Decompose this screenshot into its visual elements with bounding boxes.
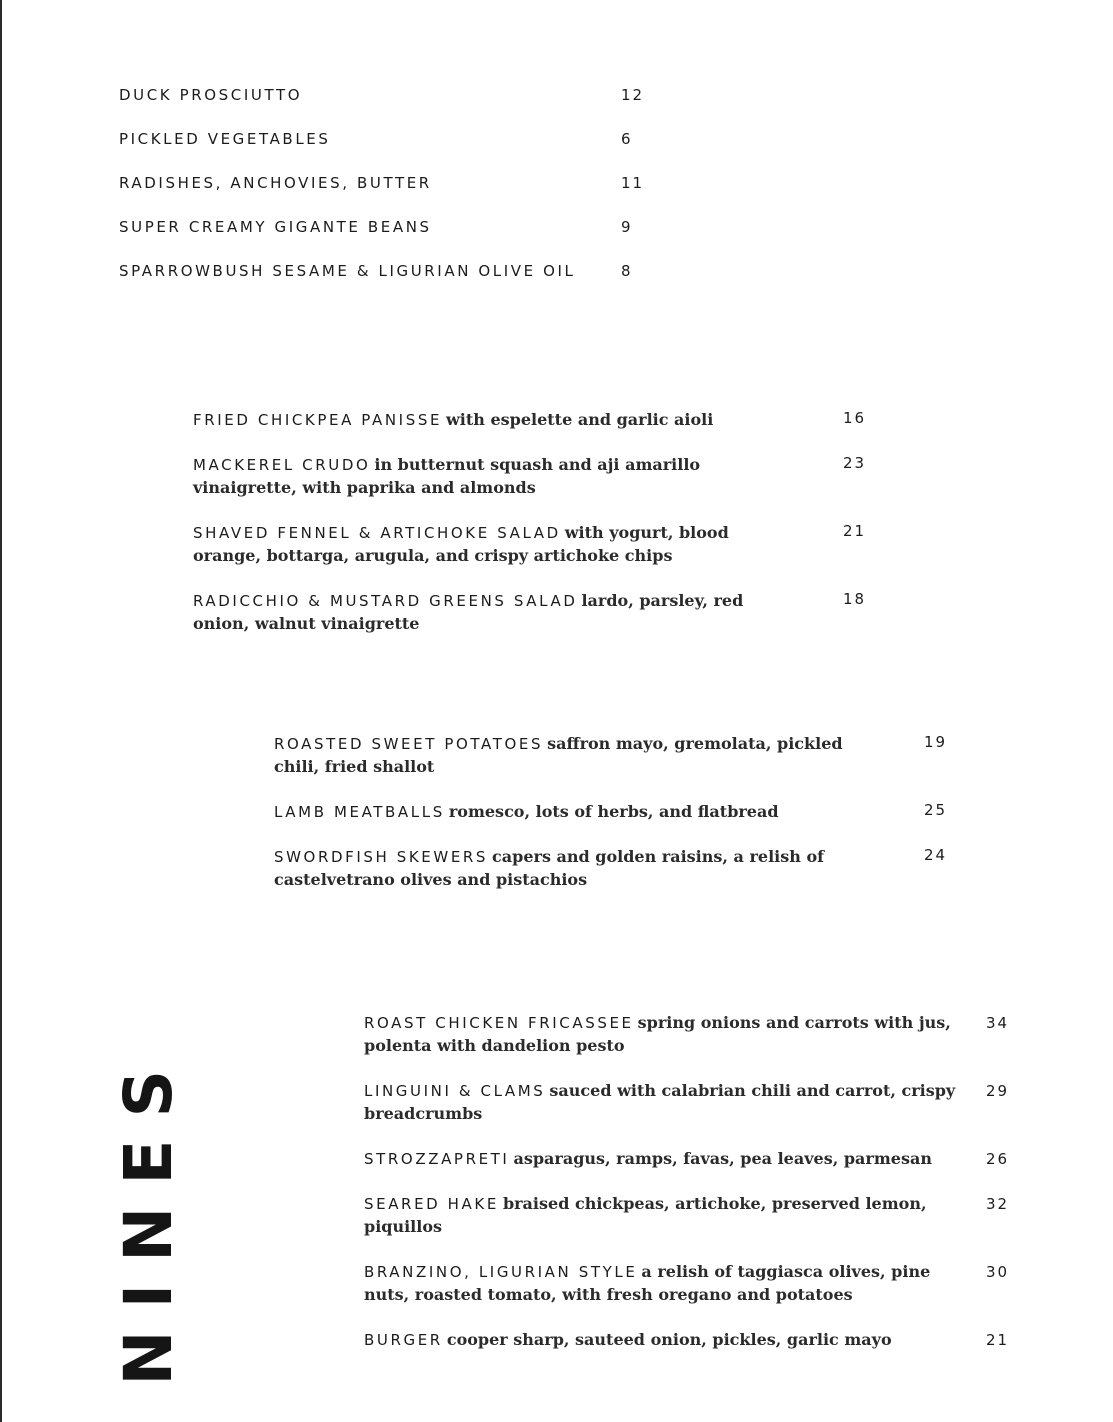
menu-item	[193, 522, 883, 568]
item-description: with espelette and garlic aioli	[446, 410, 714, 429]
menu-item	[119, 84, 659, 128]
item-name: SUPER CREAMY GIGANTE BEANS	[119, 218, 432, 236]
item-name: RADICCHIO & MUSTARD GREENS SALAD	[193, 592, 578, 610]
item-text	[193, 590, 793, 636]
menu-item	[119, 172, 659, 216]
item-text	[193, 454, 793, 500]
item-price: 30	[986, 1263, 1010, 1281]
menu-item	[119, 216, 659, 260]
item-name: STROZZAPRETI	[364, 1150, 510, 1168]
item-name: PICKLED VEGETABLES	[119, 130, 331, 148]
menu-section-small-plates	[274, 733, 964, 892]
item-text	[193, 522, 793, 568]
section-title-vertical: NINES	[110, 1048, 187, 1386]
menu-item	[193, 590, 883, 636]
item-description: sauced with calabrian chili and carrot, crispy breadcrumbs	[364, 1081, 956, 1123]
item-price: 29	[986, 1082, 1010, 1100]
item-description: romesco, lots of herbs, and flatbread	[448, 802, 779, 821]
menu-item	[364, 1329, 1024, 1352]
item-text	[364, 1261, 964, 1307]
item-text	[364, 1329, 964, 1352]
menu-section-starters	[193, 409, 883, 636]
item-name: BURGER	[364, 1331, 443, 1349]
item-price: 32	[986, 1195, 1010, 1213]
item-description: saffron mayo, gremolata, pickled chili, fried shallot	[274, 734, 843, 776]
item-name: DUCK PROSCIUTTO	[119, 86, 303, 104]
item-price: 21	[986, 1331, 1010, 1349]
item-price: 16	[843, 409, 867, 427]
item-price: 6	[621, 130, 633, 148]
menu-item	[274, 733, 964, 779]
item-name: LAMB MEATBALLS	[274, 803, 445, 821]
item-description: asparagus, ramps, favas, pea leaves, parmesan	[513, 1149, 932, 1168]
item-name: MACKEREL CRUDO	[193, 456, 371, 474]
item-price: 12	[621, 86, 645, 104]
menu-item	[364, 1080, 1024, 1126]
item-price: 34	[986, 1014, 1010, 1032]
item-text	[193, 409, 793, 432]
item-name: SWORDFISH SKEWERS	[274, 848, 489, 866]
item-description: with yogurt, blood orange, bottarga, arugula, and crispy artichoke chips	[193, 523, 729, 565]
page-edge	[0, 0, 2, 1422]
item-description: cooper sharp, sauteed onion, pickles, garlic mayo	[446, 1330, 892, 1349]
item-name: LINGUINI & CLAMS	[364, 1082, 546, 1100]
item-price: 18	[843, 590, 867, 608]
menu-item	[364, 1261, 1024, 1307]
item-text	[364, 1193, 964, 1239]
item-name: ROASTED SWEET POTATOES	[274, 735, 544, 753]
item-description: braised chickpeas, artichoke, preserved lemon, piquillos	[364, 1194, 927, 1236]
menu-item	[364, 1193, 1024, 1239]
item-price: 21	[843, 522, 867, 540]
item-name: RADISHES, ANCHOVIES, BUTTER	[119, 174, 432, 192]
menu-item	[364, 1148, 1024, 1171]
item-description: capers and golden raisins, a relish of castelvetrano olives and pistachios	[274, 847, 825, 889]
menu-item	[193, 454, 883, 500]
menu-item	[119, 260, 659, 304]
item-price: 19	[924, 733, 948, 751]
item-name: BRANZINO, LIGURIAN STYLE	[364, 1263, 638, 1281]
menu-item	[274, 846, 964, 892]
menu-item	[274, 801, 964, 824]
item-name: ROAST CHICKEN FRICASSEE	[364, 1014, 634, 1032]
item-description: a relish of taggiasca olives, pine nuts, roasted tomato, with fresh oregano and potatoes	[364, 1262, 931, 1304]
item-name: SHAVED FENNEL & ARTICHOKE SALAD	[193, 524, 561, 542]
item-price: 8	[621, 262, 633, 280]
item-price: 24	[924, 846, 948, 864]
menu-section-snacks	[119, 84, 659, 304]
item-text	[364, 1012, 964, 1058]
item-description: lardo, parsley, red onion, walnut vinaigrette	[193, 591, 744, 633]
item-price: 9	[621, 218, 633, 236]
item-text	[274, 801, 884, 824]
item-price: 23	[843, 454, 867, 472]
menu-item	[364, 1012, 1024, 1058]
item-description: in butternut squash and aji amarillo vinaigrette, with paprika and almonds	[193, 455, 701, 497]
item-text	[364, 1080, 964, 1126]
menu-item	[119, 128, 659, 172]
item-text	[274, 733, 884, 779]
menu-section-nines	[364, 1012, 1024, 1352]
item-name: FRIED CHICKPEA PANISSE	[193, 411, 443, 429]
item-price: 11	[621, 174, 645, 192]
item-text	[274, 846, 884, 892]
item-price: 25	[924, 801, 948, 819]
item-text	[364, 1148, 964, 1171]
item-description: spring onions and carrots with jus, polenta with dandelion pesto	[364, 1013, 951, 1055]
item-name: SPARROWBUSH SESAME & LIGURIAN OLIVE OIL	[119, 262, 576, 280]
menu-item	[193, 409, 883, 432]
item-price: 26	[986, 1150, 1010, 1168]
item-name: SEARED HAKE	[364, 1195, 499, 1213]
